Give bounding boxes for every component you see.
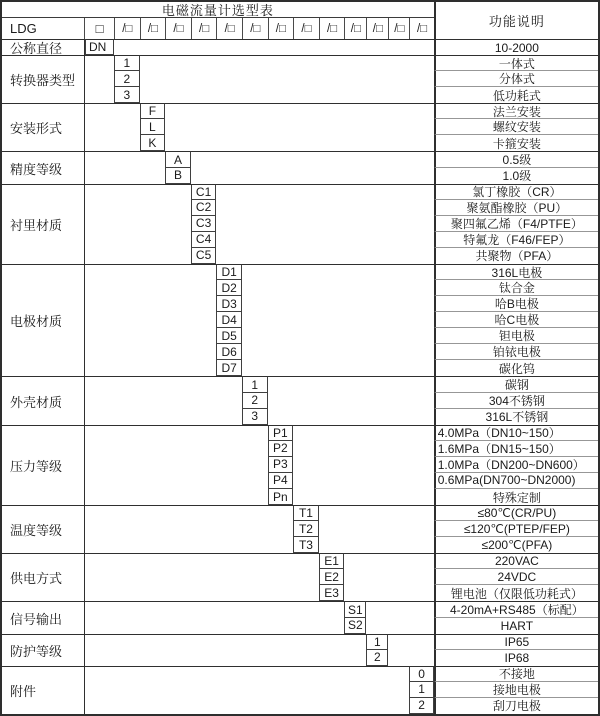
section-label: 电极材质: [2, 264, 85, 377]
description-cell: 4-20mA+RS485（标配）: [434, 601, 598, 617]
description-cell: 4.0MPa（DN10~150）: [434, 425, 598, 441]
description-cell: 哈C电极: [434, 312, 598, 328]
code-box: 0: [409, 666, 433, 682]
description-cell: 聚四氟乙烯（F4/PTFE）: [434, 216, 598, 232]
model-code-slot: /□: [409, 18, 433, 39]
code-box: Pn: [268, 489, 294, 505]
code-box: 1: [242, 376, 268, 392]
description-cell: 特殊定制: [434, 489, 598, 505]
spacer-cell: [388, 634, 433, 666]
code-box: S2: [344, 618, 366, 634]
description-cell: 不接地: [434, 666, 598, 682]
model-code-slot: /□: [366, 18, 388, 39]
description-cell: 1.6MPa（DN15~150）: [434, 441, 598, 457]
spacer-cell: [165, 103, 434, 151]
model-code-slot: /□: [114, 18, 140, 39]
section-label: 信号输出: [2, 601, 85, 633]
description-cell: 0.6MPa(DN700~DN2000): [434, 473, 598, 489]
code-box: C5: [191, 248, 217, 264]
description-cell: 1.0级: [434, 168, 598, 184]
table-title: 电磁流量计选型表: [2, 2, 434, 18]
model-code-slot: /□: [293, 18, 319, 39]
spacer-cell: [85, 264, 216, 377]
code-box: 2: [114, 71, 140, 87]
code-box: 1: [114, 55, 140, 71]
code-box: 3: [114, 87, 140, 103]
spacer-cell: [216, 184, 433, 264]
code-box: D3: [216, 296, 242, 312]
description-cell: HART: [434, 618, 598, 634]
code-box: F: [140, 103, 166, 119]
description-cell: 24VDC: [434, 569, 598, 585]
section-label: 压力等级: [2, 425, 85, 505]
code-box: C3: [191, 216, 217, 232]
code-box: L: [140, 119, 166, 135]
description-cell: 锂电池（仅限低功耗式）: [434, 585, 598, 601]
code-box: D7: [216, 360, 242, 376]
model-code-slot: /□: [165, 18, 191, 39]
code-box: P3: [268, 457, 294, 473]
model-code-slot: /□: [319, 18, 345, 39]
spacer-cell: [191, 151, 434, 183]
description-cell: 卡箍安装: [434, 135, 598, 151]
description-cell: 刮刀电极: [434, 698, 598, 714]
spacer-cell: [293, 425, 434, 505]
spacer-cell: [85, 505, 293, 553]
description-cell: 316L电极: [434, 264, 598, 280]
description-cell: 法兰安装: [434, 103, 598, 119]
code-box: P2: [268, 441, 294, 457]
code-box: C1: [191, 184, 217, 200]
code-box: C4: [191, 232, 217, 248]
code-box: 1: [409, 682, 433, 698]
description-cell: 聚氨酯橡胶（PU）: [434, 200, 598, 216]
spacer-cell: [242, 264, 434, 377]
description-cell: 1.0MPa（DN200~DN600）: [434, 457, 598, 473]
code-box: E3: [319, 585, 345, 601]
description-cell: 碳化钨: [434, 360, 598, 376]
code-box: 1: [366, 634, 388, 650]
code-box: E1: [319, 553, 345, 569]
model-code-slot: /□: [242, 18, 268, 39]
description-cell: ≤80℃(CR/PU): [434, 505, 598, 521]
code-box: D5: [216, 328, 242, 344]
model-prefix: LDG: [2, 18, 85, 39]
section-label: 安装形式: [2, 103, 85, 151]
description-cell: 接地电极: [434, 682, 598, 698]
code-box: D2: [216, 280, 242, 296]
description-cell: 0.5级: [434, 151, 598, 167]
function-column-header: 功能说明: [434, 2, 598, 39]
spacer-cell: [85, 666, 409, 714]
description-cell: 一体式: [434, 55, 598, 71]
description-cell: 304不锈钢: [434, 393, 598, 409]
base-code-box: □: [95, 21, 104, 36]
description-cell: IP68: [434, 650, 598, 666]
code-box: T1: [293, 505, 319, 521]
code-box: 2: [409, 698, 433, 714]
description-cell: 钽电极: [434, 328, 598, 344]
code-box: E2: [319, 569, 345, 585]
description-cell: 钛合金: [434, 280, 598, 296]
section-label: 转换器类型: [2, 55, 85, 103]
section-label: 供电方式: [2, 553, 85, 601]
section-label: 衬里材质: [2, 184, 85, 264]
model-code-slot: /□: [268, 18, 294, 39]
model-code-slot: /□: [191, 18, 217, 39]
spacer-cell: [319, 505, 434, 553]
code-box: D6: [216, 344, 242, 360]
code-box: K: [140, 135, 166, 151]
section-label: 防护等级: [2, 634, 85, 666]
section-label: 外壳材质: [2, 376, 85, 424]
spacer-cell: [85, 55, 114, 103]
description-cell: 共聚物（PFA）: [434, 248, 598, 264]
model-code-slot: /□: [344, 18, 366, 39]
code-box: 2: [242, 393, 268, 409]
description-cell: ≤120℃(PTEP/FEP): [434, 521, 598, 537]
code-box: DN: [85, 39, 114, 55]
model-code-slot: /□: [140, 18, 166, 39]
spacer-cell: [268, 376, 434, 424]
description-cell: 哈B电极: [434, 296, 598, 312]
description-cell: 铂铱电极: [434, 344, 598, 360]
description-cell: ≤200℃(PFA): [434, 537, 598, 553]
code-box: T2: [293, 521, 319, 537]
description-cell: IP65: [434, 634, 598, 650]
code-box: S1: [344, 601, 366, 617]
spacer-cell: [85, 601, 344, 633]
spacer-cell: [85, 634, 366, 666]
spacer-cell: [85, 151, 165, 183]
section-label: 精度等级: [2, 151, 85, 183]
code-box: D4: [216, 312, 242, 328]
code-box: 3: [242, 409, 268, 425]
description-cell: 220VAC: [434, 553, 598, 569]
spacer-cell: [85, 376, 242, 424]
description-cell: 低功耗式: [434, 87, 598, 103]
code-box: C2: [191, 200, 217, 216]
description-cell: 碳钢: [434, 376, 598, 392]
description-cell: 316L不锈钢: [434, 409, 598, 425]
spacer-cell: [140, 55, 434, 103]
code-box: D1: [216, 264, 242, 280]
code-box: T3: [293, 537, 319, 553]
description-cell: 10-2000: [434, 39, 598, 55]
description-cell: 分体式: [434, 71, 598, 87]
description-cell: 氯丁橡胶（CR）: [434, 184, 598, 200]
model-code-slot: /□: [216, 18, 242, 39]
code-box: A: [165, 151, 191, 167]
section-label: 公称直径: [2, 39, 85, 55]
spacer-cell: [85, 103, 140, 151]
model-code-slot: /□: [388, 18, 409, 39]
code-box: 2: [366, 650, 388, 666]
section-label: 附件: [2, 666, 85, 714]
spacer-cell: [344, 553, 433, 601]
code-box: P4: [268, 473, 294, 489]
section-label: 温度等级: [2, 505, 85, 553]
spacer-cell: [366, 601, 433, 633]
description-cell: 特氟龙（F46/FEP）: [434, 232, 598, 248]
spacer-cell: [85, 184, 191, 264]
code-box: P1: [268, 425, 294, 441]
description-cell: 螺纹安装: [434, 119, 598, 135]
code-box: B: [165, 168, 191, 184]
spacer-cell: [85, 553, 319, 601]
spacer-cell: [114, 39, 434, 55]
spacer-cell: [85, 425, 268, 505]
